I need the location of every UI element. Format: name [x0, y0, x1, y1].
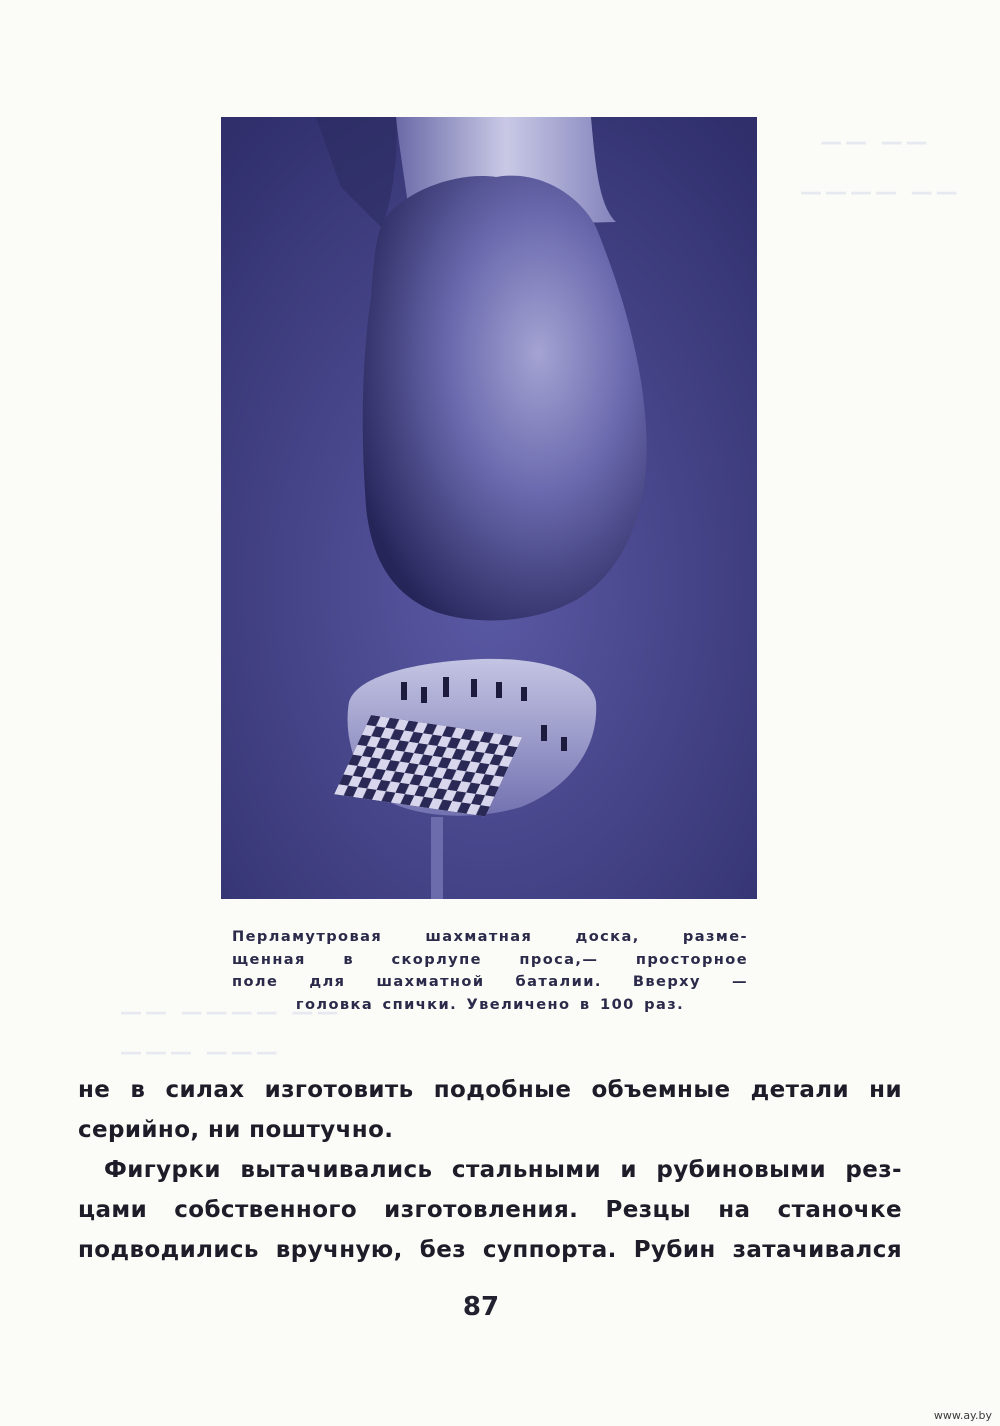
show-through-ghost: ———— ——	[800, 180, 961, 205]
body-text	[78, 1070, 902, 1270]
caption-line: головка спички. Увеличено в 100 раз.	[295, 995, 685, 1013]
caption-line: поле для шахматной баталии. Вверху —	[232, 973, 748, 990]
photo-matchhead-chessboard	[221, 117, 757, 899]
body-line: подводились вручную, без суппорта. Рубин затачивался	[78, 1237, 902, 1263]
watermark: www.ay.by	[933, 1409, 992, 1422]
show-through-ghost: —— ———— ——	[120, 1000, 342, 1025]
body-line: цами собственного изготовления. Резцы на станочке	[78, 1197, 902, 1223]
caption-line: Перламутровая шахматная доска, разме-	[232, 928, 748, 945]
needle	[431, 817, 443, 899]
body-line: не в силах изготовить подобные объемные детали ни	[78, 1077, 902, 1103]
body-line: серийно, ни поштучно.	[78, 1117, 394, 1143]
body-line: Фигурки вытачивались стальными и рубиновыми рез-	[104, 1157, 902, 1183]
photo-caption	[232, 926, 748, 1016]
page-number: 87	[462, 1292, 500, 1322]
show-through-ghost: ——— ———	[120, 1040, 281, 1065]
caption-line: щенная в скорлупе проса,— просторное	[232, 950, 748, 968]
show-through-ghost: —— ——	[820, 130, 931, 155]
